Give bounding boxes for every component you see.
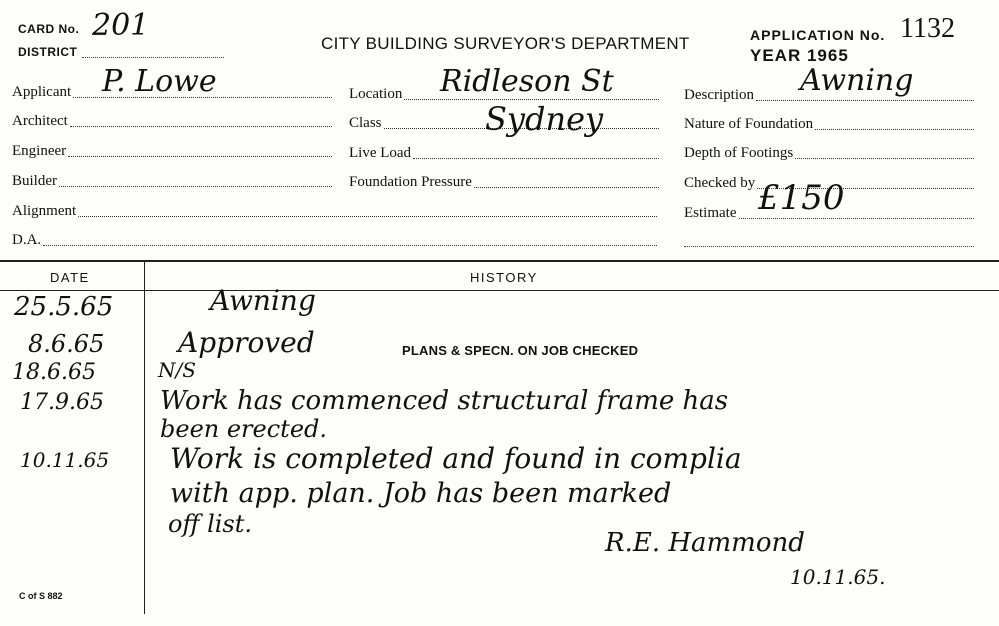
live-load-label: Live Load (349, 145, 412, 161)
foundation-pressure-label: Foundation Pressure (349, 174, 472, 190)
right-extra-dots (684, 246, 974, 247)
card-no-label: CARD No. (18, 22, 80, 36)
description-label: Description (684, 87, 754, 103)
estimate-label: Estimate (684, 205, 737, 221)
applicant-label: Applicant (12, 84, 72, 100)
history-text-5: been erected. (160, 415, 328, 443)
history-text-7: with app. plan. Job has been marked (170, 478, 672, 509)
description-value: Awning (800, 63, 914, 98)
location-value: Ridleson St (440, 64, 614, 99)
history-date-3: 18.6.65 (12, 360, 96, 385)
district-dots (82, 57, 224, 58)
history-header-rule (0, 290, 999, 291)
depth-of-footings-label: Depth of Footings (684, 145, 794, 161)
class-value: Sydney (485, 100, 604, 138)
location-label: Location (349, 86, 403, 102)
district-label: DISTRICT (18, 45, 78, 59)
estimate-value: £150 (758, 178, 845, 218)
history-text-3: N/S (158, 358, 196, 382)
history-text-8: off list. (168, 510, 253, 538)
alignment-field (12, 203, 657, 220)
application-number: 1132 (900, 13, 955, 44)
engineer-label: Engineer (12, 143, 67, 159)
checked-by-label: Checked by (684, 175, 756, 191)
nature-of-foundation-label: Nature of Foundation (684, 116, 814, 132)
date-column-divider (144, 262, 145, 614)
builder-label: Builder (12, 173, 57, 189)
history-text-1: Awning (210, 284, 316, 317)
builder-field (12, 173, 332, 190)
signature: R.E. Hammond (605, 528, 805, 558)
year-label: YEAR 1965 (750, 46, 849, 65)
nature-of-foundation-field (684, 116, 974, 133)
engineer-field (12, 143, 332, 160)
depth-of-footings-field (684, 145, 974, 162)
applicant-value: P. Lowe (102, 64, 217, 99)
history-date-6: 10.11.65 (20, 448, 110, 472)
live-load-field (349, 145, 659, 162)
department-title: CITY BUILDING SURVEYOR'S DEPARTMENT (321, 34, 690, 53)
da-label: D.A. (12, 232, 42, 248)
card-no-value: 201 (92, 8, 150, 43)
signature-date: 10.11.65. (790, 565, 886, 589)
da-field (12, 232, 657, 249)
form-code: C of S 882 (19, 591, 63, 601)
alignment-label: Alignment (12, 203, 77, 219)
history-text-2: Approved (178, 326, 315, 359)
history-text-6: Work is completed and found in complia (170, 442, 742, 475)
history-date-2: 8.6.65 (28, 330, 105, 358)
history-date-1: 25.5.65 (14, 292, 114, 322)
architect-label: Architect (12, 113, 68, 129)
plans-checked-stamp: PLANS & SPECN. ON JOB CHECKED (402, 343, 639, 358)
section-divider (0, 260, 999, 262)
history-date-4: 17.9.65 (20, 390, 104, 415)
history-text-4: Work has commenced structural frame has (160, 386, 729, 416)
history-header: HISTORY (470, 270, 538, 285)
architect-field (12, 113, 332, 130)
foundation-pressure-field (349, 174, 659, 191)
application-label: APPLICATION No. (750, 27, 886, 43)
class-label: Class (349, 115, 382, 131)
date-header: DATE (50, 270, 90, 285)
